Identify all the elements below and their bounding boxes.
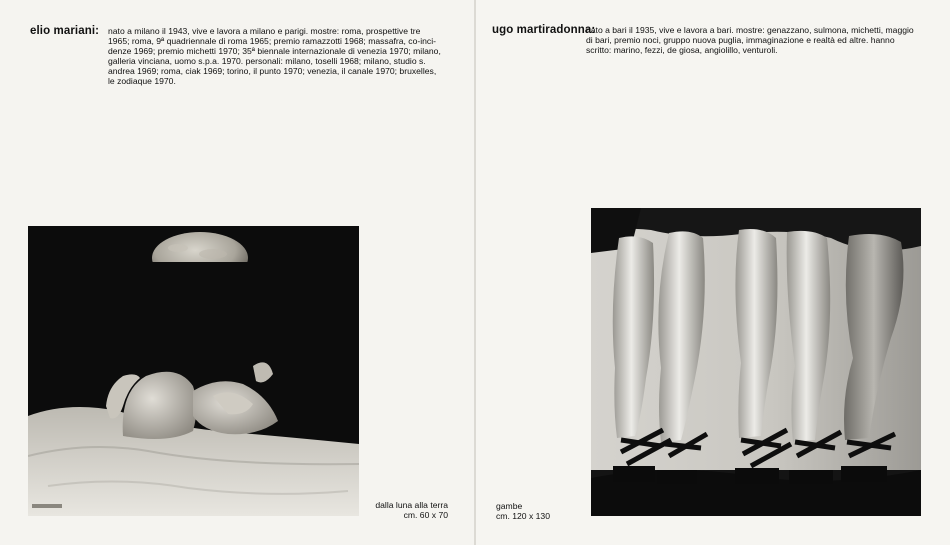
artist-name: elio mariani: — [30, 25, 100, 37]
artwork-illustration — [591, 208, 921, 516]
artwork-caption — [362, 500, 448, 520]
bio-line: galleria vinciana, uomo s.p.a. 1970. personali: milano, toselli 1968; milano, studio s. — [108, 56, 426, 67]
left-page — [0, 0, 474, 545]
artwork-caption — [496, 501, 550, 521]
bio-line: scritto: marino, fezzi, de giosa, angiolillo, venturoli. — [586, 45, 778, 56]
artist-bio — [108, 26, 458, 87]
bio-line: denze 1969; premio michetti 1970; 35ª biennale internazionale di venezia 1970; milano, — [108, 46, 441, 57]
artwork-dimensions: cm. 60 x 70 — [403, 510, 448, 521]
artist-name: ugo martiradonna: — [492, 24, 596, 36]
bio-line: di bari, premio noci, gruppo nuova puglia, immaginazione e realtà ed altre. hanno — [586, 35, 895, 46]
artwork-dimensions: cm. 120 x 130 — [496, 511, 550, 522]
artwork-image-legs — [591, 208, 921, 516]
artwork-illustration — [28, 226, 359, 516]
bio-line: 1965; roma, 9ª quadriennale di roma 1965; premio ramazzotti 1968; massafra, co-inci- — [108, 36, 436, 47]
artwork-title: dalla luna alla terra — [375, 500, 448, 510]
artwork-image-moon-figure — [28, 226, 359, 516]
bio-line: andrea 1969; roma, ciak 1969; torino, il punto 1970; venezia, il canale 1970; bruxelles, — [108, 66, 437, 77]
right-page — [476, 0, 950, 545]
artist-bio — [586, 25, 931, 55]
artwork-title: gambe — [496, 501, 523, 511]
bio-line: nato a milano il 1943, vive e lavora a milano e parigi. mostre: roma, prospettive tre — [108, 26, 421, 36]
bio-line: nato a bari il 1935, vive e lavora a bari. mostre: genazzano, sulmona, michetti, maggio — [586, 25, 914, 35]
bio-line: le zodiaque 1970. — [108, 76, 176, 87]
